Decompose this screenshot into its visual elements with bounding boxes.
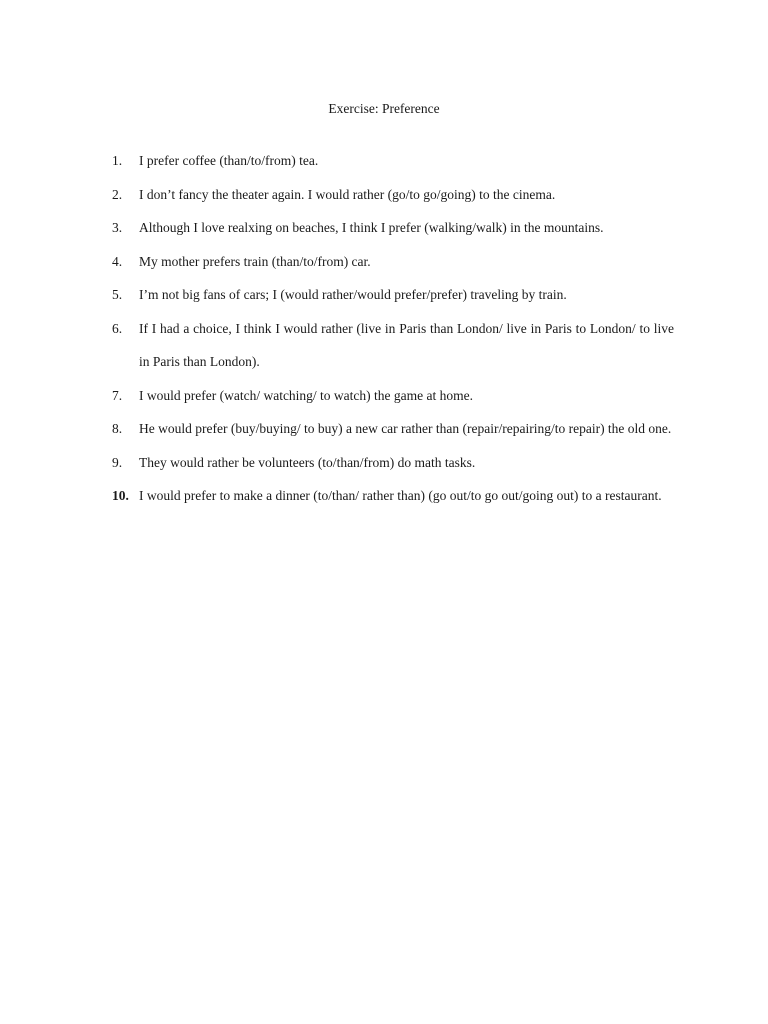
- item-text: I would prefer (watch/ watching/ to watch) the game at home.: [139, 387, 473, 403]
- exercise-list: [112, 144, 674, 513]
- item-number: 5.: [112, 287, 123, 302]
- item-number: 2.: [112, 186, 123, 202]
- list-item: [112, 412, 674, 446]
- item-text: If I had a choice, I think I would rather (live in Paris than London/ live in Paris to London/ to live in Paris than London).: [139, 320, 674, 369]
- item-number: 4.: [112, 253, 123, 269]
- item-number: 8.: [112, 421, 123, 436]
- item-text: I don’t fancy the theater again. I would rather (go/to go/going) to the cinema.: [139, 186, 556, 202]
- item-number: 3.: [112, 220, 123, 235]
- list-item: [112, 479, 674, 513]
- list-item: [112, 245, 674, 279]
- item-number: 9.: [112, 454, 123, 470]
- item-text: I would prefer to make a dinner (to/than/ rather than) (go out/to go out/going out) to a restaurant.: [139, 488, 662, 503]
- item-number: 1.: [112, 153, 123, 168]
- page-title: Exercise: Preference: [328, 101, 440, 116]
- item-text: I prefer coffee (than/to/from) tea.: [139, 153, 319, 168]
- list-item: [112, 379, 674, 413]
- list-item: [112, 312, 674, 379]
- list-item: [112, 278, 674, 312]
- item-number: 6.: [112, 320, 123, 336]
- item-text: I’m not big fans of cars; I (would rather/would prefer/prefer) traveling by train.: [139, 287, 567, 302]
- item-text: They would rather be volunteers (to/than/from) do math tasks.: [139, 454, 476, 470]
- item-number: 10.: [112, 488, 129, 503]
- list-item: [112, 211, 674, 245]
- item-number: 7.: [112, 387, 123, 403]
- item-text: He would prefer (buy/buying/ to buy) a new car rather than (repair/repairing/to repair) the old one.: [139, 421, 672, 436]
- list-item: [112, 446, 674, 480]
- item-text: Although I love realxing on beaches, I think I prefer (walking/walk) in the mountains.: [139, 220, 604, 235]
- list-item: [112, 144, 674, 178]
- list-item: [112, 178, 674, 212]
- item-text: My mother prefers train (than/to/from) car.: [139, 253, 371, 269]
